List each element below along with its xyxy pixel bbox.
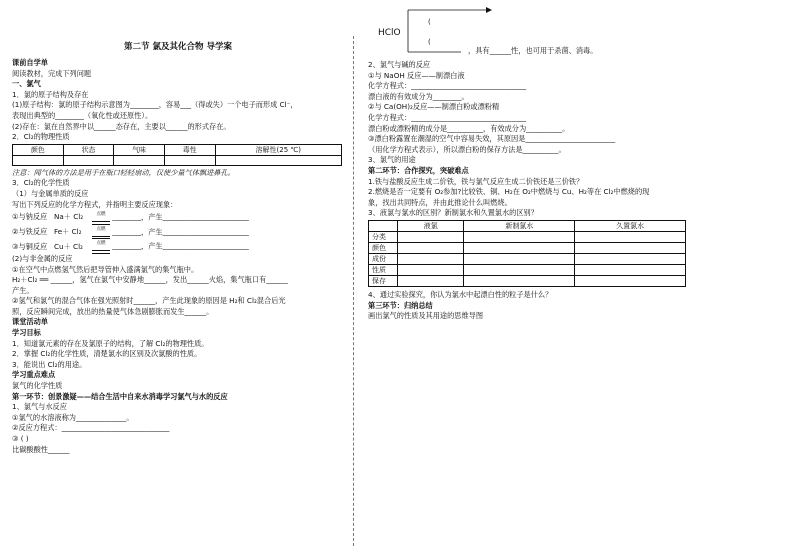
left-line: ②氢气和氯气的混合气体在强光照射时______，产生此现象的原因是 H₂和 Cl₂混合后光: [12, 296, 286, 306]
left-line: 学习重点难点: [12, 370, 56, 380]
property-blank-cell: [215, 155, 342, 165]
reaction-condition: 点燃: [92, 225, 110, 240]
water-table-blank-cell: [575, 264, 686, 275]
left-line: (2)与非金属的反应: [12, 253, 73, 263]
left-line: 1、氯气与水反应: [12, 402, 67, 412]
water-table-header-cell: 久置氯水: [575, 220, 686, 231]
left-line: 比碳酸酸性______: [12, 444, 70, 454]
right-line: 漂白液的有效成分为________。: [368, 91, 469, 101]
right-line: 3、液氯与氯水的区别？新制氯水和久置氯水的区别？: [368, 208, 538, 218]
water-table-blank-cell: [398, 264, 464, 275]
water-table-row-label: 分类: [369, 231, 398, 242]
left-line: 产生。: [12, 285, 34, 295]
left-lines: [12, 58, 344, 143]
left-line: 课堂活动单: [12, 317, 48, 327]
left-line: ②反应方程式：______________________________: [12, 423, 170, 433]
right-lines-2: [368, 290, 688, 322]
property-blank-cell: [63, 155, 114, 165]
right-line: 4、通过实验探究，你认为氯水中起漂白性的粒子是什么？: [368, 289, 553, 299]
chlorine-water-table: [368, 220, 686, 287]
right-line: 第三环节：归纳总结: [368, 300, 433, 310]
water-table-row-label: 性质: [369, 264, 398, 275]
right-line: 2、氯气与碱的反应: [368, 60, 431, 69]
hclo-property-text: ，具有______性，也可用于杀菌、消毒。: [468, 46, 598, 55]
right-line: 画出氯气的性质及其用途的思维导图: [368, 311, 484, 321]
right-line: ②与 Ca(OH)₂反应——制漂白粉或漂粉精: [368, 102, 500, 112]
left-line: 氯气的化学性质: [12, 381, 63, 391]
left-line: 2．Cl₂的物理性质: [12, 132, 70, 142]
right-line: 化学方程式：________________________________: [368, 81, 527, 91]
water-table-blank-cell: [398, 253, 464, 264]
reaction-line: ②与铁反应 Fe＋ Cl₂ 点燃 ________，产生________________________: [12, 225, 344, 240]
water-table-blank-cell: [575, 253, 686, 264]
left-line: ③ ( ): [12, 434, 29, 443]
right-line: ③漂白粉露置在潮湿的空气中容易失效，其原因是_________________________: [368, 134, 616, 144]
left-line: 学习目标: [12, 328, 41, 338]
hclo-label: HClO: [378, 28, 401, 38]
right-column: [368, 4, 688, 322]
left-line: H₂＋Cl₂ ══ ______，氢气在氯气中安静地______，发出______火焰，集气瓶口有______: [12, 275, 288, 285]
right-line: ①与 NaOH 反应——制漂白液: [368, 70, 465, 80]
hclo-diagram: [368, 4, 688, 60]
physical-property-table: [12, 144, 342, 166]
left-line: 一、氯气: [12, 79, 41, 89]
property-header-cell: 溶解性(25 ℃): [215, 144, 342, 155]
reaction-lines: [12, 210, 344, 254]
chem-line: 3．Cl₂的化学性质: [12, 178, 70, 188]
reaction-condition: 点燃: [92, 210, 110, 225]
left-line: 照，反应瞬间完成，放出的热量使气体急剧膨胀而发生______。: [12, 306, 214, 316]
water-table-blank-cell: [464, 275, 575, 286]
property-header-cell: 气味: [114, 144, 165, 155]
left-line: (2)存在：氯在自然界中以______态存在，主要以______的形式存在。: [12, 121, 231, 131]
reaction-line: ①与钠反应 Na＋ Cl₂ 点燃 ________，产生________________________: [12, 210, 344, 225]
chem-lines: [12, 178, 344, 210]
left-line: 3．能说出 Cl₂的用途。: [12, 359, 87, 369]
right-line: 漂白粉或漂粉精的成分是__________，有效成分为__________。: [368, 123, 570, 133]
property-blank-cell: [13, 155, 64, 165]
left-line: ①在空气中点燃氢气然后把导管伸入盛满氯气的集气瓶中。: [12, 264, 199, 274]
column-divider: [353, 36, 354, 546]
water-table-header-cell: 新制氯水: [464, 220, 575, 231]
water-table-blank-cell: [398, 242, 464, 253]
right-line: 2.燃烧是否一定要有 O₂参加?比较铁、铜、H₂在 O₂中燃烧与 Cu、H₂等在 Cl₂中燃烧的现: [368, 187, 650, 197]
property-blank-cell: [164, 155, 215, 165]
right-line: 化学方程式：________________________________: [368, 112, 527, 122]
reaction-condition: 点燃: [92, 239, 110, 254]
left-line: 2．掌握 Cl₂的化学性质，清楚氯水的区别及次氯酸的性质。: [12, 349, 202, 359]
water-table-blank-cell: [398, 275, 464, 286]
water-table-row-label: 成份: [369, 253, 398, 264]
hclo-branch-2: (: [428, 38, 431, 46]
page-title: 第二节 氯及其化合物 导学案: [124, 42, 232, 52]
right-lines: [368, 60, 688, 219]
water-table-header-cell: [369, 220, 398, 231]
water-table-blank-cell: [575, 275, 686, 286]
property-header-cell: 毒性: [164, 144, 215, 155]
chem-line: 写出下列反应的化学方程式，并指明主要反应现象：: [12, 199, 178, 209]
left-line: 阅读教材，完成下列问题: [12, 68, 92, 78]
left-line: 课前自学单: [12, 58, 48, 67]
right-line: 3、氯气的用途: [368, 155, 416, 165]
right-line: （用化学方程式表示），所以漂白粉的保存方法是__________。: [368, 144, 566, 154]
left-line: 第一环节：创景激疑——结合生活中自来水消毒学习氯气与水的反应: [12, 391, 228, 401]
note-text: 注意：闻气体的方法是用手在瓶口轻轻扇动，仅使少量气体飘进鼻孔。: [12, 167, 235, 177]
water-table-row-label: 保存: [369, 275, 398, 286]
left-column: [12, 40, 344, 455]
water-table-blank-cell: [575, 231, 686, 242]
chem-line: （1）与金属单质的反应: [12, 188, 89, 198]
water-table-blank-cell: [464, 242, 575, 253]
water-table-blank-cell: [464, 231, 575, 242]
water-table-blank-cell: [575, 242, 686, 253]
left-line: 1．氯的原子结构及存在: [12, 89, 89, 99]
left-line: ①氯气的水溶液称为______________。: [12, 412, 134, 422]
water-table-blank-cell: [464, 264, 575, 275]
hclo-branch-1: (: [428, 18, 431, 26]
left-line: (1)原子结构：氯的原子结构示意图为________，容易___（得或失）一个电子而形成 Cl⁻，: [12, 100, 298, 110]
water-table-blank-cell: [398, 231, 464, 242]
property-header-cell: 状态: [63, 144, 114, 155]
left-line: 1．知道氯元素的存在及氯原子的结构，了解 Cl₂的物理性质。: [12, 338, 209, 348]
property-header-cell: 颜色: [13, 144, 64, 155]
reaction-line: ③与铜反应 Cu＋ Cl₂ 点燃 ________，产生________________________: [12, 239, 344, 254]
property-blank-cell: [114, 155, 165, 165]
water-table-header-cell: 液氯: [398, 220, 464, 231]
water-table-row-label: 颜色: [369, 242, 398, 253]
water-table-blank-cell: [464, 253, 575, 264]
left-lines-2: [12, 254, 344, 455]
right-line: 第二环节：合作探究，突破难点: [368, 165, 469, 175]
right-line: 1.铁与盐酸反应生成二价铁，铁与氯气反应生成二价铁还是三价铁？: [368, 176, 584, 186]
left-line: 表现出典型的________（氧化性或还原性）。: [12, 110, 153, 120]
right-line: 象，找出共同特点，并由此推论什么叫燃烧。: [368, 197, 512, 207]
